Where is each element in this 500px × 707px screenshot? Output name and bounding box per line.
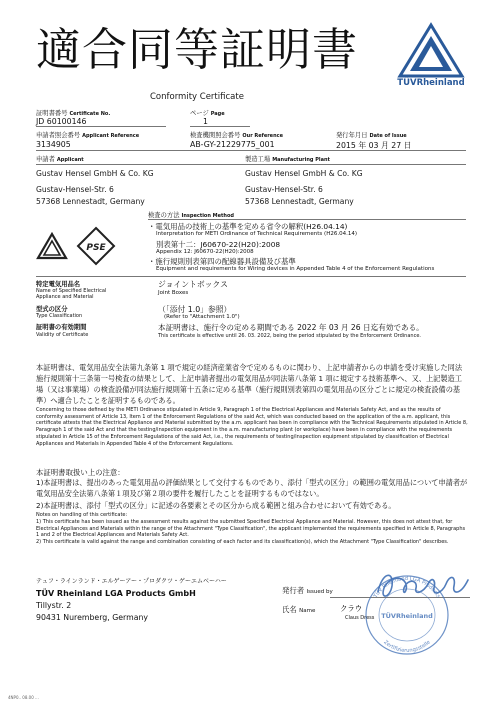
type-value-en: (Refer to "Attachment 1.0") [164,314,240,320]
divider [36,126,166,127]
note2-ja: 2)本証明書は、添付「型式の区分」に記述の各要素とその区分から成る範囲と組み合わせにおいて有効である。 [36,501,396,510]
date-value: 2015 年 03 月 27 日 [336,141,412,150]
body-text-en: Concerning to those defined by the METI Ordinance stipulated in Article 9, Paragraph 1 of the Electrical Appliances and Materials Safety Act, and as the results of conformity assessment of Article 13, Item 1 of the Enforcement Regulations of the said Act, which was conducted based on the application of the a.m. applicant, this certificate attests that the Electrical Appliance and Material submitted by the a.m. applicant has been in compliance with the Technical Requirements stipulated in Article 8, Paragraph 1 of the said Act and that the testing/inspection equipment in the a.m. manufacturing plant (or workplace) have been in compliance with the requirements stipulated in Article 15 of the Enforcement Regulations of the said Act, i.e., the requirements of testing/inspection equipment stipulated by classification of Electrical Appliances and Materials in Appended Table 4 of the Enforcement Regulations. [36,407,468,447]
note1-en: 1) This certificate has been issued as the assessment results against the submitted Specified Electrical Appliance and Material. However, this does not attest that, for Electrical Appliances and Materials within the range of the Attachment "Type Classification", the applicant implemented the requirements specified in Article 8, Paragraphs 1 and 2 of the Electrical Appliances and Materials Safety Act. [36,519,466,539]
plant-label: 製造工場 Manufacturing Plant [245,156,330,163]
validity-label-en: Validity of Certificate [36,332,89,338]
inspection-line2-ja: 別表第十二：J60670-22(H20):2008 [156,240,281,249]
applicant-ref-value: 3134905 [36,140,71,149]
validity-value-en: This certificate is effective until 26. 03. 2022, being the period stipulated by the Enforcement Ordinance. [158,333,421,339]
date-label: 発行年月日 Date of Issue [336,132,407,139]
validity-value-ja: 本証明書は、施行令の定める期間である 2022 年 03 月 26 日迄有効である。 [158,323,424,332]
notes-title-ja: 本証明書取扱い上の注意： [36,468,125,477]
note1-ja: 1)本証明書は、提出のあった電気用品の評価結果として交付するものであり、添付「型式の区分」の範囲の電気用品について申請者が電気用品安全法第八条第１項及び第２項の要件を履行したことを証明するものではない。 [36,478,468,499]
inspection-line3-ja: ・施行規則別表第四の配線器具設備及び基準 [148,257,296,266]
inspection-line3-en: Equipment and requirements for Wiring devices in Appended Table 4 of the Enforcement Regulations [156,266,435,272]
inspection-label: 検査の方法 Inspection Method [148,212,234,219]
svg-text:TÜV Rheinland LGA Products: TÜV Rheinland LGA Products [372,575,442,600]
divider [36,276,466,277]
svg-text:PSE: PSE [86,243,106,253]
inspection-line1-ja: ・電気用品の技術上の基準を定める省令の解釈(H26.04.14) [148,222,348,231]
issuer-street: Tillystr. 2 [36,601,72,610]
issuer-company-ja: テュフ・ラインランド・エルゲーアー・プロダクツ・ゲーエムベーハー [36,578,227,585]
signature-scribble-icon [372,566,472,606]
triangle-pse-icon [36,232,68,260]
validity-label-ja: 証明書の有効期間 [36,324,87,331]
our-ref-label: 検査機関照会番号 Our Reference [190,132,283,139]
applicant-ref-label: 申請者照会番号 Applicant Reference [36,132,140,139]
applicant-address [36,168,154,208]
signer-name-ja: クラウ [340,604,363,613]
name-label: 氏名 Name [282,605,316,614]
our-ref-value: AB-GY-21229775_001 [190,140,275,149]
issuer-city: 90431 Nuremberg, Germany [36,613,149,622]
tuv-triangle-icon [388,22,474,78]
plant-address [245,168,363,208]
document-subtitle: Conformity Certificate [150,92,244,102]
tuv-logo [388,22,474,88]
handwritten-signature [372,566,472,610]
product-value-ja: ジョイントボックス [158,280,228,289]
triangle-pse-mark [36,232,68,264]
inspection-line1-en: Interpretation for METI Ordinance of Technical Requirements (H26.04.14) [156,231,357,237]
logo-text: TÜVRheinland [397,78,465,88]
type-label-ja: 型式の区分 [36,306,68,313]
applicant-street: Gustav-Hensel-Str. 6 [36,185,114,194]
product-label-en2: Appliance and Material [36,294,94,300]
applicant-city: 57368 Lennestadt, Germany [36,197,145,206]
product-value-en: Joint Boxes [158,290,189,296]
divider [148,219,466,220]
cert-no-label: 証明書番号 Certificate No. [36,110,111,117]
diamond-pse-mark [76,226,116,270]
product-label-en1: Name of Specified Electrical [36,288,107,294]
page-label: ページ Page [190,110,225,117]
type-label-en: Type Classification [36,313,83,319]
signer-name-en: Claus Dress [345,615,375,621]
diamond-pse-icon [76,226,116,266]
plant-city: 57368 Lennestadt, Germany [245,197,354,206]
svg-text:TÜVRheinland: TÜVRheinland [381,612,433,620]
divider [36,150,466,151]
issuer-company-en: TÜV Rheinland LGA Products GmbH [36,589,196,598]
applicant-name: Gustav Hensel GmbH & Co. KG [36,169,154,178]
svg-text:Zertifizierungsstelle: Zertifizierungsstelle [382,639,432,655]
notes-title-en: Notes on handling of this certificate: [36,512,128,518]
type-value-ja: （「添付 1.0」参照） [158,305,232,314]
divider [36,164,466,165]
divider [190,126,250,127]
page-value: 1 [203,117,208,126]
product-label-ja: 特定電気用品名 [36,281,81,288]
issued-by-label: 発行者 Issued by [282,586,333,595]
document-title-ja: 適合同等証明書 [36,23,359,76]
applicant-label: 申請者 Applicant [36,156,84,163]
inspection-line2-en: Appendix 12: J60670-22(H20):2008 [156,249,254,255]
plant-name: Gustav Hensel GmbH & Co. KG [245,169,363,178]
plant-street: Gustav-Hensel-Str. 6 [245,185,323,194]
body-text-ja: 本証明書は、電気用品安全法第九条第 1 項で規定の経済産業省令で定めるものに関わり、上記申請者からの申請を受け実施した同法施行規則第十三条第一号検査の結果として、上記申請者提出の電気用品が同法第八条第 1 項に規定する技術基準へ、又、上記製造工場（又は事業場）の検査設備が同法施行規則第十五条に定める基準（施行規則別表第四の電気用品の区分ごとに規定の検査設備の基準）へ適合したことを証明するものである。 [36,363,463,406]
note2-en: 2) This certificate is valid against the range and combination consisting of each factor and its classification(s), which the Attachment "Type Classification" describes. [36,539,449,545]
footer-code: 4NP0.. 08.00 ... [8,695,39,700]
cert-no-value: JD 60100146 [36,117,87,126]
